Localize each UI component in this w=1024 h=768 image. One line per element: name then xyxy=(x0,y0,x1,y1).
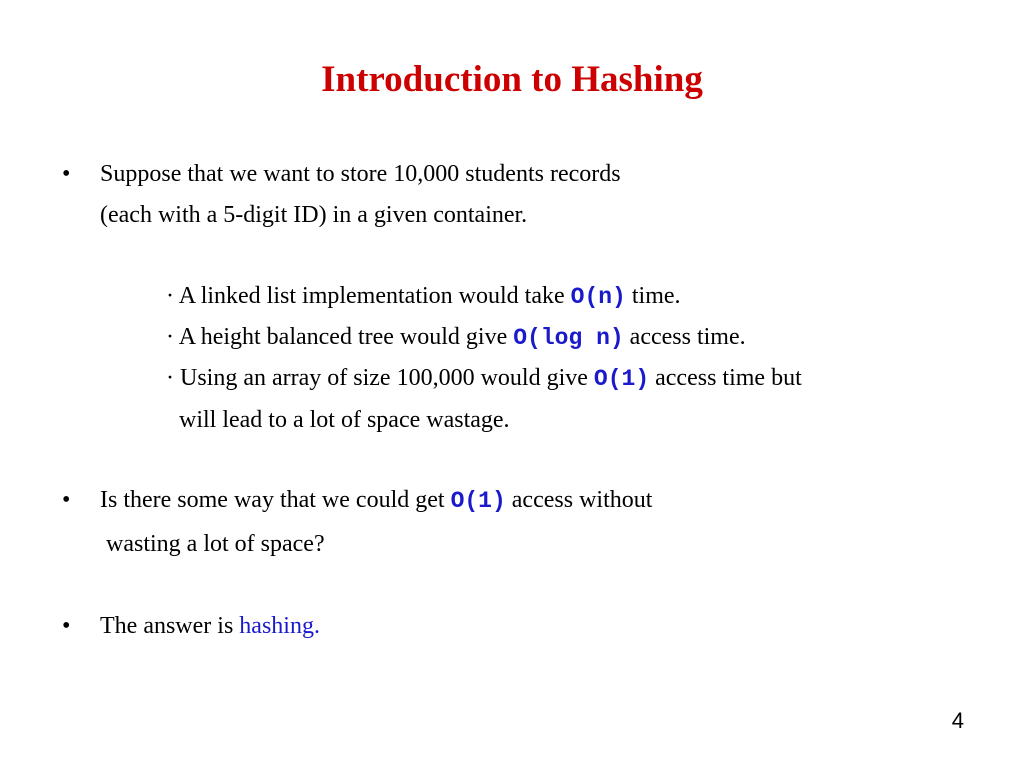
sub3-text-after: access time but xyxy=(655,365,802,391)
sub-bullet-marker-2: · xyxy=(166,324,174,350)
bullet3-line xyxy=(100,612,320,641)
bullet3-highlight: hashing. xyxy=(239,613,320,639)
sub3-line2: will lead to a lot of space wastage. xyxy=(179,407,510,433)
slide-number: 4 xyxy=(951,708,964,733)
bullet-marker-3: • xyxy=(62,613,71,639)
sub1-text-after: time. xyxy=(631,283,681,309)
sub2-text-after: access time. xyxy=(629,324,746,350)
sub-bullet-3 xyxy=(166,364,802,394)
sub1-complexity: O(n) xyxy=(570,284,626,310)
bullet2-text-before: Is there some way that we could get xyxy=(100,487,445,513)
sub-bullet-marker-3: · xyxy=(166,365,174,391)
sub1-text-before: A linked list implementation would take xyxy=(178,283,565,309)
bullet1-line1: Suppose that we want to store 10,000 students records xyxy=(100,161,621,187)
sub-bullet-1 xyxy=(166,282,681,312)
bullet2-line1 xyxy=(100,486,652,516)
sub-bullet-marker-1: · xyxy=(166,283,174,309)
sub2-complexity: O(log n) xyxy=(513,325,624,351)
sub-bullet-2 xyxy=(166,323,746,353)
sub3-text-before: Using an array of size 100,000 would give xyxy=(180,365,588,391)
sub3-complexity: O(1) xyxy=(593,366,650,392)
bullet2-text-after: access without xyxy=(511,487,653,513)
bullet2-line2: wasting a lot of space? xyxy=(106,531,325,557)
bullet2-complexity: O(1) xyxy=(450,488,506,514)
bullet1-line2: (each with a 5-digit ID) in a given container. xyxy=(100,202,528,228)
sub2-text-before: A height balanced tree would give xyxy=(178,324,508,350)
bullet-marker-1: • xyxy=(62,161,71,187)
bullet-marker-2: • xyxy=(62,487,71,513)
bullet3-text-before: The answer is xyxy=(100,613,234,639)
slide-title: Introduction to Hashing xyxy=(321,59,703,100)
